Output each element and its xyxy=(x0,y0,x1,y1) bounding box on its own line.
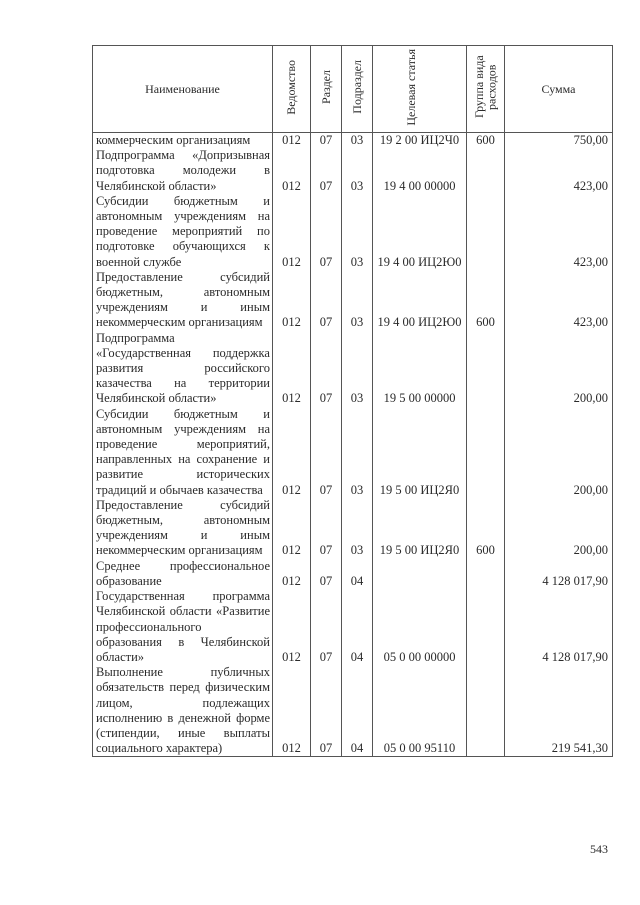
department-cell: 012 xyxy=(273,194,311,270)
section-cell: 07 xyxy=(311,407,342,498)
row-name-cell: Подпрограмма «Допризывная подготовка молодежи в Челябинской области» xyxy=(93,148,273,194)
target-article-cell: 19 2 00 ИЦ2Ч0 xyxy=(373,133,467,149)
table-row xyxy=(93,498,613,559)
section-cell: 07 xyxy=(311,148,342,194)
amount-cell: 219 541,30 xyxy=(505,665,613,757)
department-cell: 012 xyxy=(273,407,311,498)
amount-cell: 200,00 xyxy=(505,331,613,407)
subsection-cell: 03 xyxy=(342,148,373,194)
subsection-cell: 03 xyxy=(342,133,373,149)
target-article-cell: 19 5 00 00000 xyxy=(373,331,467,407)
row-name-cell: коммерческим организациям xyxy=(93,133,273,149)
section-cell: 07 xyxy=(311,498,342,559)
expense-group-cell: 600 xyxy=(467,133,505,149)
section-cell: 07 xyxy=(311,665,342,757)
expense-group-cell xyxy=(467,194,505,270)
header-expense-group: Группа вида расходов xyxy=(467,46,505,133)
row-name-cell: Государственная программа Челябинской области «Развитие профессионального образования в Челябинской области» xyxy=(93,589,273,665)
amount-cell: 423,00 xyxy=(505,148,613,194)
target-article-cell: 19 4 00 00000 xyxy=(373,148,467,194)
department-cell: 012 xyxy=(273,270,311,331)
department-cell: 012 xyxy=(273,148,311,194)
subsection-cell: 03 xyxy=(342,194,373,270)
subsection-cell: 04 xyxy=(342,589,373,665)
table-header-row xyxy=(93,46,613,133)
expense-group-cell xyxy=(467,407,505,498)
table-row xyxy=(93,665,613,757)
target-article-cell: 19 4 00 ИЦ2Ю0 xyxy=(373,270,467,331)
page-number: 543 xyxy=(590,842,608,856)
amount-cell: 4 128 017,90 xyxy=(505,589,613,665)
section-cell: 07 xyxy=(311,331,342,407)
amount-cell: 750,00 xyxy=(505,133,613,149)
target-article-cell xyxy=(373,559,467,589)
row-name-cell: Предоставление субсидий бюджетным, автономным учреждениям и иным некоммерческим организациям xyxy=(93,498,273,559)
amount-cell: 200,00 xyxy=(505,498,613,559)
amount-cell: 423,00 xyxy=(505,194,613,270)
expense-group-cell xyxy=(467,331,505,407)
budget-table xyxy=(92,45,613,757)
expense-group-cell: 600 xyxy=(467,498,505,559)
subsection-cell: 03 xyxy=(342,270,373,331)
amount-cell: 200,00 xyxy=(505,407,613,498)
target-article-cell: 05 0 00 00000 xyxy=(373,589,467,665)
department-cell: 012 xyxy=(273,589,311,665)
target-article-cell: 05 0 00 95110 xyxy=(373,665,467,757)
subsection-cell: 03 xyxy=(342,407,373,498)
section-cell: 07 xyxy=(311,559,342,589)
department-cell: 012 xyxy=(273,331,311,407)
table-row xyxy=(93,331,613,407)
subsection-cell: 04 xyxy=(342,559,373,589)
header-subsection: Подраздел xyxy=(342,46,373,133)
table-row xyxy=(93,194,613,270)
subsection-cell: 04 xyxy=(342,665,373,757)
department-cell: 012 xyxy=(273,559,311,589)
header-department: Ведомство xyxy=(273,46,311,133)
row-name-cell: Выполнение публичных обязательств перед физическим лицом, подлежащих исполнению в денежной форме (стипендии, иные выплаты социального характера) xyxy=(93,665,273,757)
section-cell: 07 xyxy=(311,589,342,665)
department-cell: 012 xyxy=(273,665,311,757)
amount-cell: 423,00 xyxy=(505,270,613,331)
department-cell: 012 xyxy=(273,498,311,559)
expense-group-cell xyxy=(467,665,505,757)
target-article-cell: 19 4 00 ИЦ2Ю0 xyxy=(373,194,467,270)
table-row xyxy=(93,148,613,194)
subsection-cell: 03 xyxy=(342,331,373,407)
row-name-cell: Подпрограмма «Государственная поддержка развития российского казачества на территории Челябинской области» xyxy=(93,331,273,407)
expense-group-cell xyxy=(467,589,505,665)
section-cell: 07 xyxy=(311,270,342,331)
table-row xyxy=(93,133,613,149)
row-name-cell: Среднее профессиональное образование xyxy=(93,559,273,589)
row-name-cell: Предоставление субсидий бюджетным, автономным учреждениям и иным некоммерческим организациям xyxy=(93,270,273,331)
target-article-cell: 19 5 00 ИЦ2Я0 xyxy=(373,407,467,498)
subsection-cell: 03 xyxy=(342,498,373,559)
expense-group-cell: 600 xyxy=(467,270,505,331)
expense-group-cell xyxy=(467,559,505,589)
table-row xyxy=(93,407,613,498)
department-cell: 012 xyxy=(273,133,311,149)
header-amount: Сумма xyxy=(505,46,613,133)
header-target-article: Целевая статья xyxy=(373,46,467,133)
header-section: Раздел xyxy=(311,46,342,133)
row-name-cell: Субсидии бюджетным и автономным учреждениям на проведение мероприятий, направленных на сохранение и развитие исторических традиций и обычаев казачества xyxy=(93,407,273,498)
header-name: Наименование xyxy=(93,46,273,133)
section-cell: 07 xyxy=(311,133,342,149)
section-cell: 07 xyxy=(311,194,342,270)
target-article-cell: 19 5 00 ИЦ2Я0 xyxy=(373,498,467,559)
table-row xyxy=(93,589,613,665)
table-row xyxy=(93,559,613,589)
row-name-cell: Субсидии бюджетным и автономным учреждениям на проведение мероприятий по подготовке обучающихся к военной службе xyxy=(93,194,273,270)
amount-cell: 4 128 017,90 xyxy=(505,559,613,589)
table-row xyxy=(93,270,613,331)
expense-group-cell xyxy=(467,148,505,194)
